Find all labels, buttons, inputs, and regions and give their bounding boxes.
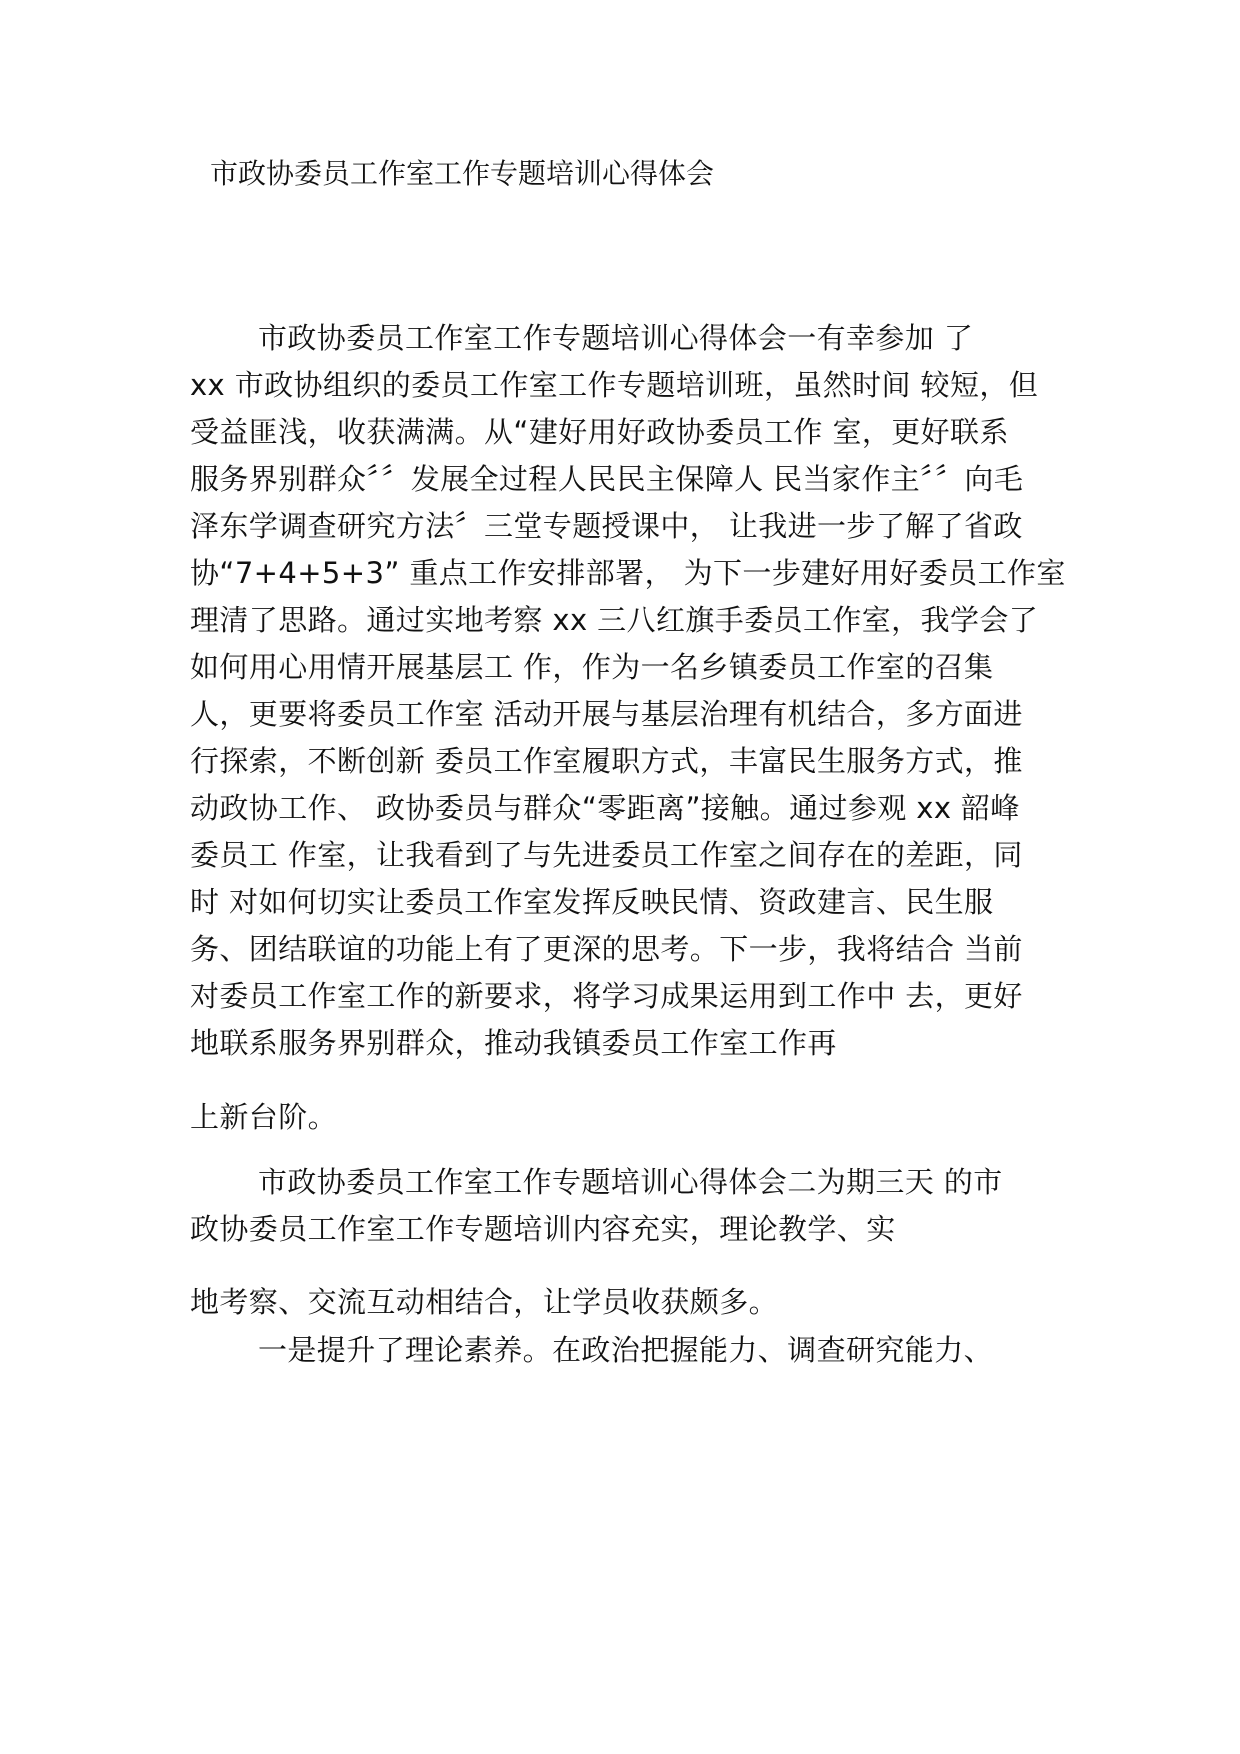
paragraph-line: 服务界别群众〞〞发展全过程人民民主保障人 民当家作主〞〞向毛	[190, 462, 1024, 496]
paragraph-line: 地联系服务界别群众，推动我镇委员工作室工作再	[190, 1026, 837, 1060]
document-title: 市政协委员工作室工作专题培训心得体会	[210, 157, 715, 190]
paragraph-line: 人，更要将委员工作室 活动开展与基层治理有机结合，多方面进	[190, 697, 1023, 731]
paragraph-line: 行探索，不断创新 委员工作室履职方式，丰富民生服务方式，推	[190, 744, 1023, 778]
paragraph-line: 动政协工作、 政协委员与群众“零距离”接触。通过参观 xx 韶峰	[190, 791, 1020, 825]
paragraph-line: 对委员工作室工作的新要求，将学习成果运用到工作中 去，更好	[190, 979, 1023, 1013]
paragraph-line: 上新台阶。	[190, 1100, 338, 1134]
paragraph-line: 受益匪浅，收获满满。从“建好用好政协委员工作 室，更好联系	[190, 415, 1009, 449]
paragraph-line: 理清了思路。通过实地考察 xx 三八红旗手委员工作室，我学会了	[190, 603, 1039, 637]
paragraph-line: 地考察、交流互动相结合，让学员收获颇多。	[190, 1285, 779, 1319]
paragraph-line: 时 对如何切实让委员工作室发挥反映民情、资政建言、民生服	[190, 885, 994, 919]
paragraph-line: 如何用心用情开展基层工 作，作为一名乡镇委员工作室的召集	[190, 650, 994, 684]
paragraph-line: 市政协委员工作室工作专题培训心得体会二为期三天 的市	[258, 1165, 1003, 1199]
paragraph-line: 委员工 作室，让我看到了与先进委员工作室之间存在的差距，同	[190, 838, 1023, 872]
paragraph-line: 一是提升了理论素养。在政治把握能力、调查研究能力、	[258, 1333, 994, 1367]
paragraph-line: 市政协委员工作室工作专题培训心得体会一有幸参加 了	[258, 321, 974, 355]
paragraph-line: 政协委员工作室工作专题培训内容充实，理论教学、实	[190, 1212, 896, 1246]
paragraph-line: 协“7+4+5+3” 重点工作安排部署， 为下一步建好用好委员工作室	[190, 556, 1066, 590]
paragraph-line: 务、团结联谊的功能上有了更深的思考。下一步，我将结合 当前	[190, 932, 1023, 966]
paragraph-line: xx 市政协组织的委员工作室工作专题培训班，虽然时间 较短，但	[190, 368, 1039, 402]
paragraph-line: 泽东学调查研究方法〞三堂专题授课中， 让我进一步了解了省政	[190, 509, 1023, 543]
